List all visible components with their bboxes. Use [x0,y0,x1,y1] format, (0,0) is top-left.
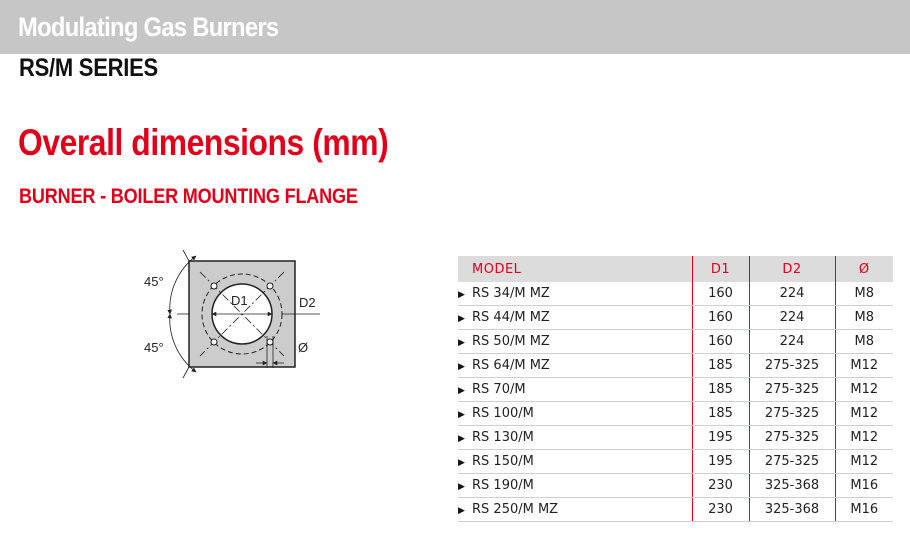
table-row [458,474,893,498]
d1-cell: 195 [692,426,749,450]
table-header-row [458,256,893,282]
d2-cell: 325-368 [749,474,835,498]
d1-cell: 160 [692,282,749,306]
bolt-cell: M12 [835,450,893,474]
dimensions-table [458,256,893,522]
d1-cell: 185 [692,354,749,378]
bolt-cell: M16 [835,474,893,498]
flange-diagram [120,240,330,385]
hole-diameter-label: Ø [298,340,309,355]
model-cell [458,498,692,522]
model-name: RS 190/M [472,478,534,493]
bolt-cell: M12 [835,426,893,450]
model-cell [458,426,692,450]
table-row [458,306,893,330]
d2-cell: 325-368 [749,498,835,522]
angle-bottom-label: 45° [144,340,164,355]
header-d2: D2 [749,256,835,282]
angle-top-label: 45° [144,274,164,289]
bolt-cell: M12 [835,354,893,378]
model-name: RS 70/M [472,382,526,397]
row-marker-icon: ▶ [458,410,465,420]
model-name: RS 64/M MZ [472,358,550,373]
model-cell [458,282,692,306]
model-cell [458,330,692,354]
bolt-cell: M8 [835,306,893,330]
d1-label: D1 [231,293,248,308]
section-title: Overall dimensions (mm) [18,122,389,163]
series-title: RS/M SERIES [19,54,158,82]
banner-title: Modulating Gas Burners [18,12,279,42]
bolt-cell: M8 [835,282,893,306]
table-row [458,402,893,426]
model-cell [458,450,692,474]
model-name: RS 44/M MZ [472,310,550,325]
d2-label: D2 [299,295,316,310]
row-marker-icon: ▶ [458,362,465,372]
d2-cell: 224 [749,306,835,330]
table-row [458,378,893,402]
d2-cell: 275-325 [749,354,835,378]
row-marker-icon: ▶ [458,338,465,348]
d1-cell: 230 [692,474,749,498]
bolt-hole [267,339,273,345]
model-name: RS 50/M MZ [472,334,550,349]
model-cell [458,474,692,498]
model-name: RS 34/M MZ [472,286,550,301]
bolt-cell: M8 [835,330,893,354]
d1-cell: 230 [692,498,749,522]
bolt-cell: M16 [835,498,893,522]
d2-cell: 224 [749,330,835,354]
d2-cell: 275-325 [749,378,835,402]
model-name: RS 250/M MZ [472,502,559,517]
model-cell [458,354,692,378]
d1-cell: 195 [692,450,749,474]
bolt-cell: M12 [835,378,893,402]
model-name: RS 150/M [472,454,534,469]
header-banner [0,0,910,54]
table-row [458,426,893,450]
d1-cell: 185 [692,378,749,402]
d1-cell: 160 [692,330,749,354]
row-marker-icon: ▶ [458,458,465,468]
header-d1: D1 [692,256,749,282]
row-marker-icon: ▶ [458,506,465,516]
row-marker-icon: ▶ [458,290,465,300]
d2-cell: 224 [749,282,835,306]
d1-cell: 185 [692,402,749,426]
header-bolt: Ø [835,256,893,282]
row-marker-icon: ▶ [458,386,465,396]
table-row [458,282,893,306]
table-row [458,330,893,354]
bolt-hole [267,283,273,289]
model-cell [458,402,692,426]
model-name: RS 130/M [472,430,534,445]
table-row [458,354,893,378]
d1-cell: 160 [692,306,749,330]
model-name: RS 100/M [472,406,534,421]
row-marker-icon: ▶ [458,314,465,324]
table-row [458,498,893,522]
bolt-cell: M12 [835,402,893,426]
bolt-hole [211,283,217,289]
model-cell [458,378,692,402]
bolt-hole [211,339,217,345]
table-row [458,450,893,474]
section-subtitle: BURNER - BOILER MOUNTING FLANGE [19,185,358,208]
d2-cell: 275-325 [749,426,835,450]
d2-cell: 275-325 [749,402,835,426]
d2-cell: 275-325 [749,450,835,474]
row-marker-icon: ▶ [458,482,465,492]
row-marker-icon: ▶ [458,434,465,444]
model-cell [458,306,692,330]
header-model: MODEL [458,256,692,282]
